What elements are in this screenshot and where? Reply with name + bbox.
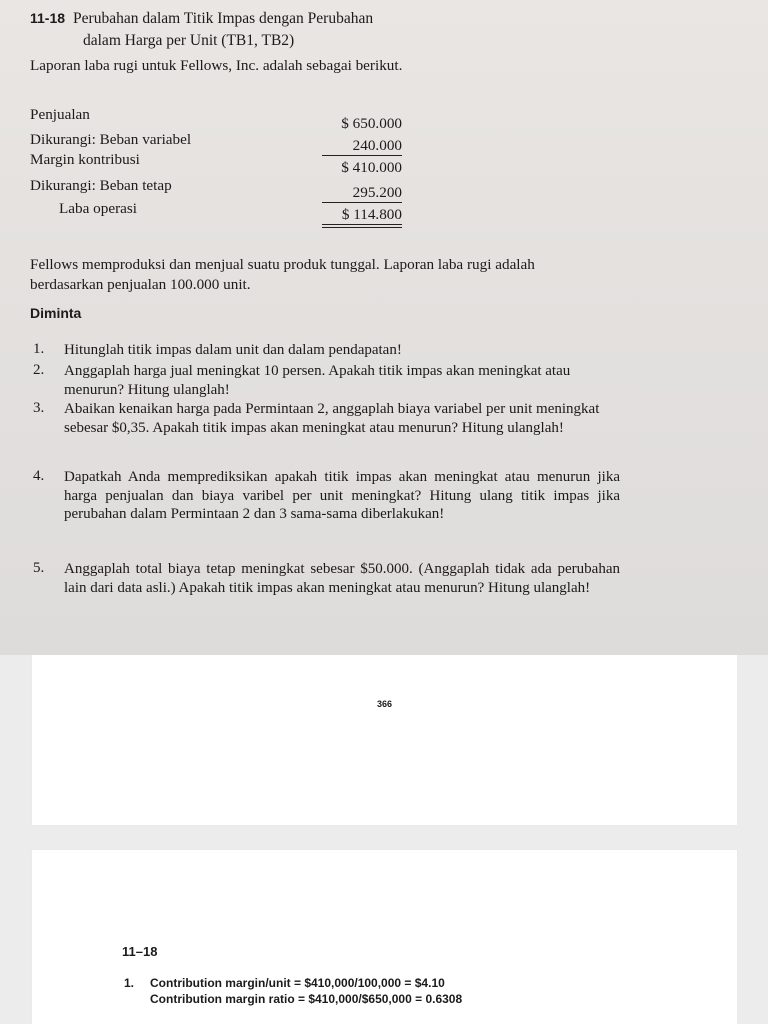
problem-intro: Laporan laba rugi untuk Fellows, Inc. adalah sebagai berikut.	[30, 57, 403, 74]
solution-item-number: 1.	[124, 976, 135, 990]
statement-label-variable: Dikurangi: Beban variabel	[30, 131, 192, 148]
requirement-number: 4.	[33, 468, 45, 484]
requirement-number: 5.	[33, 560, 45, 576]
requirement-text: Anggaplah harga jual meningkat 10 persen. Apakah titik impas akan meningkat atau menurun? Hitung ulanglah!	[64, 363, 571, 398]
statement-label-operating-income: Laba operasi	[59, 200, 138, 217]
statement-value-sales: $ 650.000	[341, 115, 402, 132]
requirement-number: 3.	[33, 400, 45, 416]
statement-value-fixed: 295.200	[322, 184, 402, 203]
problem-title	[30, 10, 373, 28]
problem-number: 11-18	[30, 10, 66, 26]
statement-label-margin: Margin kontribusi	[30, 151, 140, 168]
page-number: 366	[376, 699, 393, 709]
statement-value-operating-income: $ 114.800	[322, 206, 402, 228]
solution-heading: 11–18	[122, 944, 158, 959]
requirement-number: 1.	[33, 341, 45, 357]
requirement-number: 2.	[33, 362, 45, 378]
statement-label-sales: Penjualan	[30, 106, 90, 123]
problem-title-line1: Perubahan dalam Titik Impas dengan Perubahan	[73, 10, 374, 27]
requirement-text: Anggaplah total biaya tetap meningkat sebesar $50.000. (Anggaplah tidak ada perubahan lain dari data asli.) Apakah titik impas akan meningkat atau menurun? Hitung ulanglah!	[64, 561, 620, 596]
statement-value-margin: $ 410.000	[341, 159, 402, 176]
requirement-text: Dapatkah Anda memprediksikan apakah titik impas akan meningkat atau menurun jika harga penjualan dan biaya varibel per unit meningkat? Hitung ulang titik impas jika perubahan dalam Permintaan 2 dan 3 sama-sama diberlakukan!	[64, 469, 620, 522]
statement-value-variable: 240.000	[322, 137, 402, 156]
requirement-text: Hitunglah titik impas dalam unit dan dalam pendapatan!	[64, 342, 402, 358]
solution-line2: Contribution margin ratio = $410,000/$650,000 = 0.6308	[150, 992, 463, 1006]
description-line1: Fellows memproduksi dan menjual suatu produk tunggal. Laporan laba rugi adalah	[30, 256, 535, 273]
requirement-text: Abaikan kenaikan harga pada Permintaan 2, anggaplah biaya variabel per unit meningkat sebesar $0,35. Apakah titik impas akan meningkat atau menurun? Hitung ulanglah!	[64, 401, 600, 436]
page-number-card	[32, 655, 737, 825]
statement-label-fixed: Dikurangi: Beban tetap	[30, 177, 172, 194]
requirements-heading: Diminta	[30, 305, 82, 321]
solution-line1: Contribution margin/unit = $410,000/100,000 = $4.10	[150, 976, 445, 990]
solution-card	[32, 850, 737, 1024]
problem-title-line2: dalam Harga per Unit (TB1, TB2)	[83, 32, 295, 49]
description-line2: berdasarkan penjualan 100.000 unit.	[30, 276, 251, 293]
